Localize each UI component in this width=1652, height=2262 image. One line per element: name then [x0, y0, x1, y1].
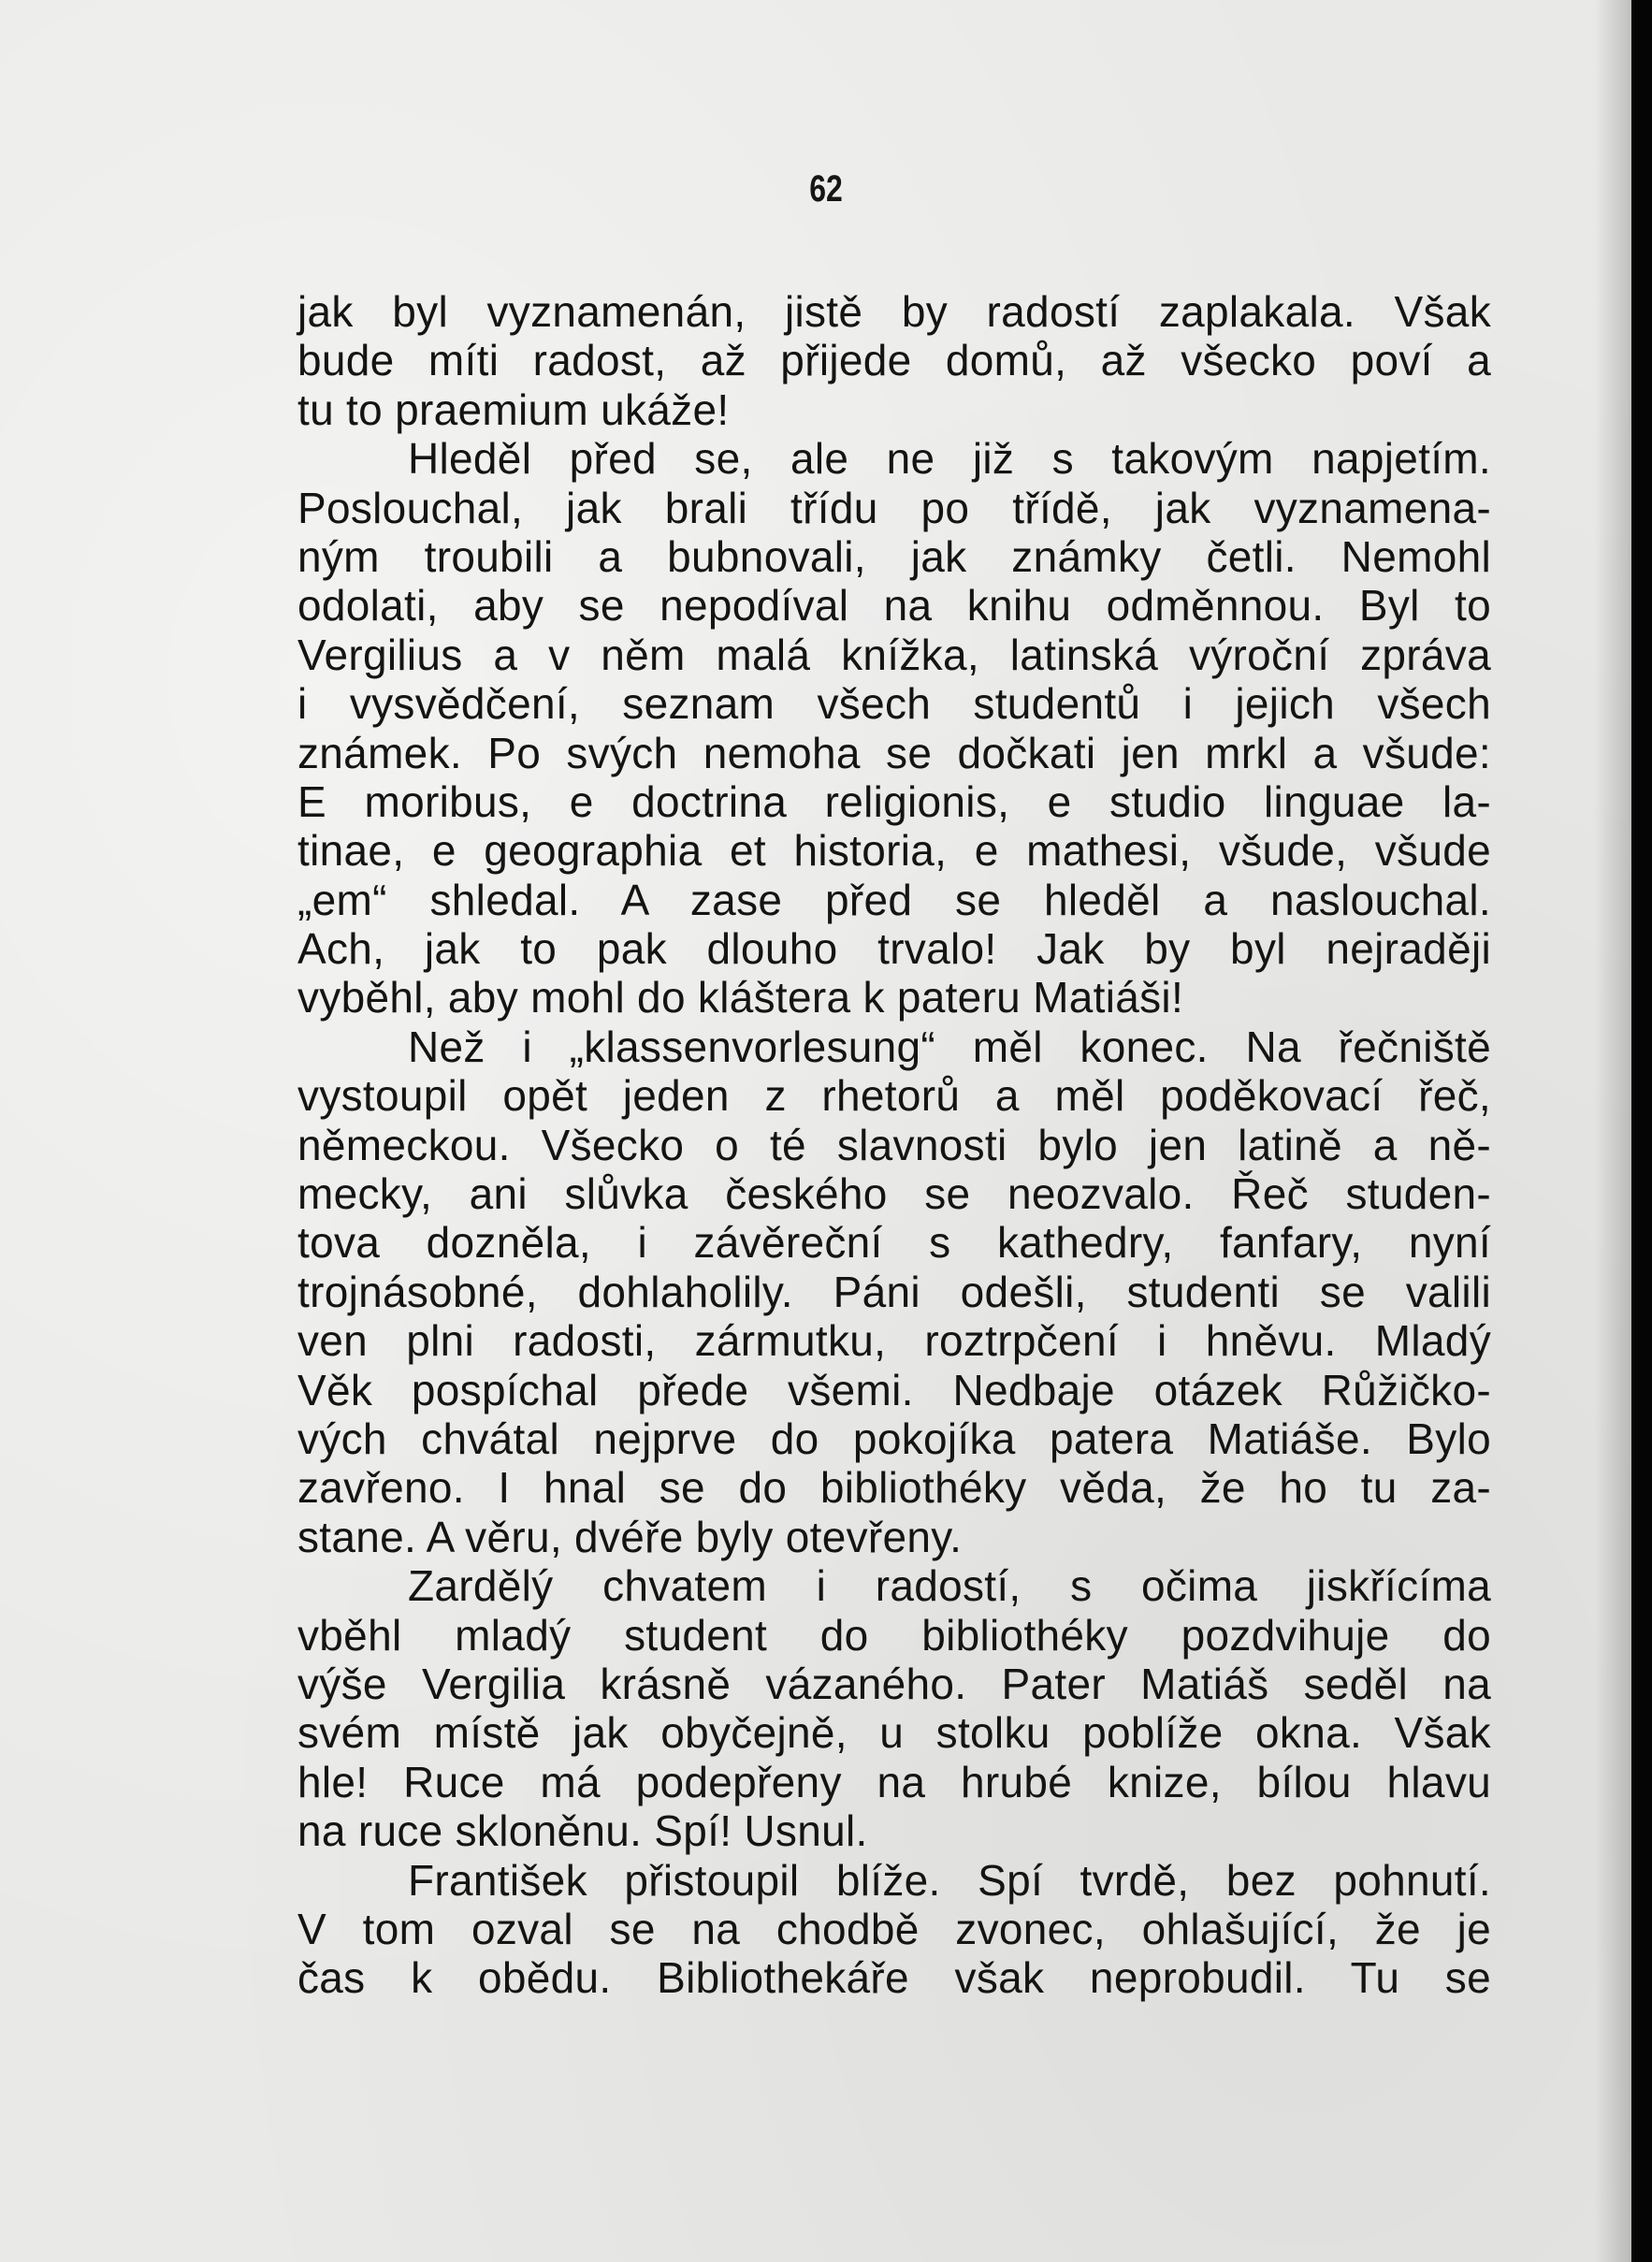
text-line: zavřeno. I hnal se do bibliothéky věda, že ho tu za- [297, 1463, 1491, 1513]
text-line: „em“ shledal. A zase před se hleděl a naslouchal. [297, 875, 1491, 924]
text-line: Zardělý chvatem i radostí, s očima jiskřícíma [408, 1561, 1491, 1611]
text-line: V tom ozval se na chodbě zvonec, ohlašující, že je [297, 1904, 1491, 1953]
text-line: vběhl mladý student do bibliothéky pozdvihuje do [297, 1610, 1491, 1660]
text-line: i vysvědčení, seznam všech studentů i jejich všech [297, 679, 1491, 729]
text-line: jak byl vyznamenán, jistě by radostí zaplakala. Však [297, 287, 1491, 336]
text-line: odolati, aby se nepodíval na knihu odměnnou. Byl to [297, 581, 1491, 631]
text-line: Než i „klassenvorlesung“ měl konec. Na řečniště [408, 1022, 1491, 1071]
text-line: stane. A věru, dvéře byly otevřeny. [297, 1512, 963, 1561]
text-line: František přistoupil blíže. Spí tvrdě, bez pohnutí. [408, 1855, 1491, 1905]
page-number: 62 [809, 168, 843, 210]
scan-edge [1631, 0, 1652, 2262]
text-line: trojnásobné, dohlaholily. Páni odešli, studenti se valili [297, 1267, 1491, 1316]
text-line: Věk pospíchal přede všemi. Nedbaje otázek Růžičko- [297, 1365, 1491, 1414]
body-text [297, 287, 1491, 2003]
text-line: vých chvátal nejprve do pokojíka patera Matiáše. Bylo [297, 1414, 1491, 1463]
text-line: vyběhl, aby mohl do kláštera k pateru Matiáši! [297, 973, 1184, 1022]
text-line: výše Vergilia krásně vázaného. Pater Matiáš seděl na [297, 1659, 1491, 1708]
text-line: tu to praemium ukáže! [297, 384, 730, 434]
text-line: E moribus, e doctrina religionis, e studio linguae la- [297, 776, 1491, 826]
text-line: známek. Po svých nemoha se dočkati jen mrkl a všude: [297, 728, 1491, 777]
text-line: svém místě jak obyčejně, u stolku poblíže okna. Však [297, 1708, 1491, 1758]
text-line: německou. Všecko o té slavnosti bylo jen latině a ně- [297, 1120, 1491, 1169]
text-line: Hleděl před se, ale ne již s takovým napjetím. [408, 434, 1491, 484]
text-line: ným troubili a bubnovali, jak známky četli. Nemohl [297, 531, 1491, 581]
text-line: tinae, e geographia et historia, e mathesi, všude, všude [297, 826, 1491, 876]
text-line: mecky, ani slůvka českého se neozvalo. Řeč studen- [297, 1169, 1491, 1219]
text-line: Vergilius a v něm malá knížka, latinská výroční zpráva [297, 630, 1491, 679]
text-line: Poslouchal, jak brali třídu po třídě, jak vyznamena- [297, 483, 1491, 532]
text-line: tova dozněla, i závěreční s kathedry, fanfary, nyní [297, 1218, 1491, 1268]
text-line: ven plni radosti, zármutku, roztrpčení i hněvu. Mladý [297, 1316, 1491, 1366]
text-line: na ruce skloněnu. Spí! Usnul. [297, 1806, 868, 1856]
text-line: vystoupil opět jeden z rhetorů a měl poděkovací řeč, [297, 1071, 1491, 1121]
page-edge-shadow [1594, 0, 1631, 2262]
text-line: bude míti radost, až přijede domů, až všecko poví a [297, 336, 1491, 385]
text-line: čas k obědu. Bibliothekáře však neprobudil. Tu se [297, 1953, 1491, 2003]
text-line: Ach, jak to pak dlouho trvalo! Jak by byl nejraději [297, 924, 1491, 974]
text-line: hle! Ruce má podepřeny na hrubé knize, bílou hlavu [297, 1757, 1491, 1806]
